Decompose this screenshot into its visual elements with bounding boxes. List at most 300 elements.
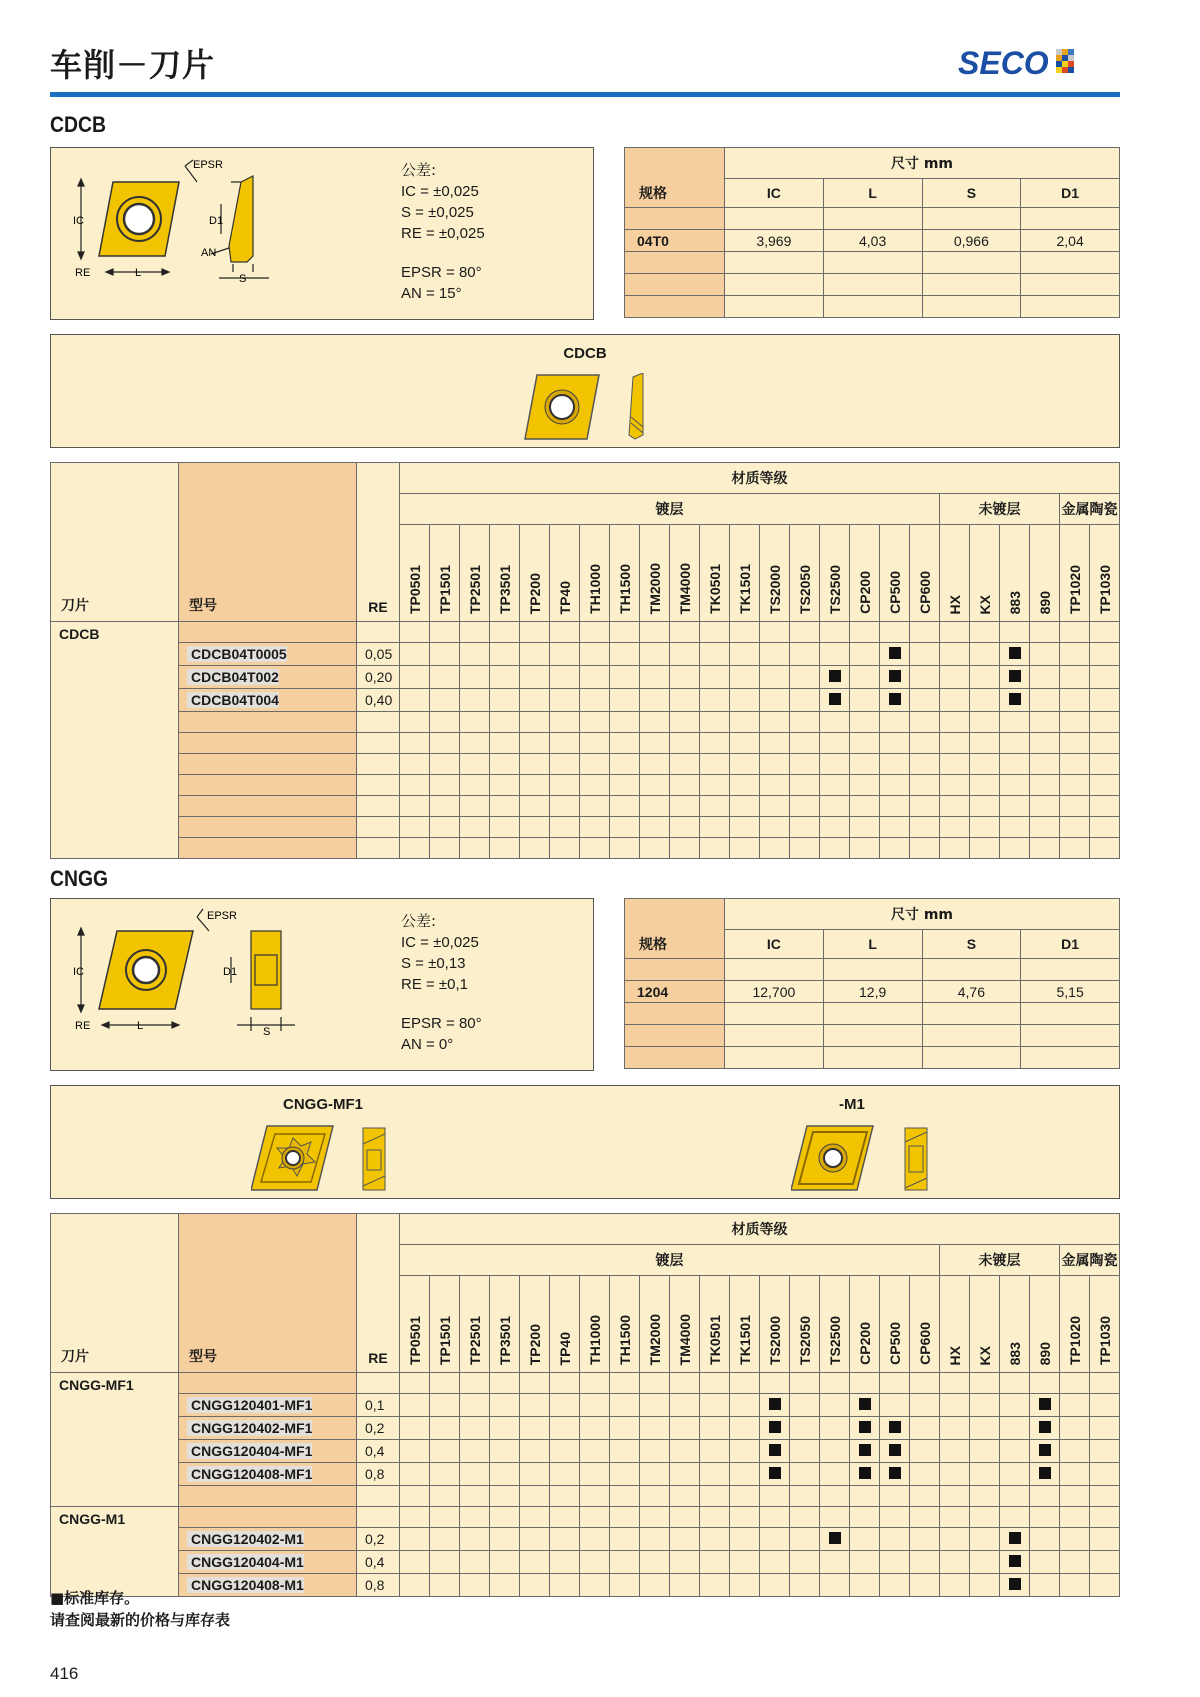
grade-cell: [400, 1440, 430, 1463]
angle-line: EPSR = 80°: [401, 264, 482, 281]
grade-cell: [400, 1394, 430, 1417]
grade-col-header: TS2000: [760, 1276, 790, 1373]
grade-col-header: TP40: [550, 525, 580, 622]
grade-col-header: TK1501: [730, 1276, 760, 1373]
grade-cell: [490, 643, 520, 666]
grade-col-header: TS2500: [820, 525, 850, 622]
grade-cell: [910, 1574, 940, 1597]
dims-col-l: L: [823, 179, 922, 208]
grade-cell: [1030, 1551, 1060, 1574]
grade-cell: [850, 643, 880, 666]
grade-cell: [670, 1528, 700, 1551]
dims-value: 5,15: [1021, 981, 1120, 1003]
re-value: 0,8: [357, 1463, 400, 1486]
grade-cell: [700, 1574, 730, 1597]
grade-cell: [490, 1551, 520, 1574]
image-caption: CNGG-MF1: [283, 1096, 363, 1113]
image-caption: CDCB: [563, 345, 607, 362]
grade-cell: [400, 1551, 430, 1574]
label-d1: D1: [209, 215, 224, 227]
grade-cell: [520, 1463, 550, 1486]
stock-mark-icon: [889, 1421, 901, 1433]
grade-cell: [520, 1551, 550, 1574]
grade-cell: [610, 1551, 640, 1574]
model-code: CNGG120408-M1: [187, 1577, 304, 1593]
grade-cell: [490, 1463, 520, 1486]
grade-col-header: CP200: [850, 525, 880, 622]
grade-col-header: TK0501: [700, 1276, 730, 1373]
grade-cell: [1090, 1463, 1120, 1486]
grade-cell: [1000, 1528, 1030, 1551]
grade-cell: [1030, 689, 1060, 712]
label-l: L: [137, 1020, 144, 1032]
grade-cell: [940, 1574, 970, 1597]
grade-cell: [490, 666, 520, 689]
cngg-spec-panel: [50, 898, 594, 1071]
dims-col-s: S: [922, 930, 1021, 959]
page-title: 车削－刀片: [50, 46, 216, 84]
grade-cell: [640, 1417, 670, 1440]
grade-cell: [880, 1463, 910, 1486]
grade-col-header: TP0501: [400, 525, 430, 622]
grade-cell: [970, 1417, 1000, 1440]
grade-cell: [760, 1394, 790, 1417]
grade-cell: [820, 1394, 850, 1417]
grade-col-header: TP2501: [460, 525, 490, 622]
grade-cell: [640, 1528, 670, 1551]
grade-cell: [400, 666, 430, 689]
stock-mark-icon: [1039, 1398, 1051, 1410]
col-header-insert: 刀片: [51, 1214, 179, 1373]
grade-cell: [730, 1551, 760, 1574]
grade-cell: [1030, 643, 1060, 666]
grade-cell: [580, 643, 610, 666]
model-cell: [179, 1574, 357, 1597]
grade-cell: [550, 689, 580, 712]
grade-cell: [1030, 1528, 1060, 1551]
grade-cell: [430, 689, 460, 712]
grade-cell: [700, 666, 730, 689]
stock-mark-icon: [1039, 1467, 1051, 1479]
cngg-image-panel: [50, 1085, 1120, 1199]
re-value: 0,8: [357, 1574, 400, 1597]
stock-mark-icon: [829, 670, 841, 682]
grade-col-header: 890: [1030, 1276, 1060, 1373]
grade-cell: [610, 643, 640, 666]
grade-col-header: TM4000: [670, 1276, 700, 1373]
grade-cell: [880, 689, 910, 712]
model-cell: [179, 1528, 357, 1551]
grade-cell: [790, 1551, 820, 1574]
material-header: 材质等级: [400, 463, 1120, 494]
cdcb-grades-table-wrap: [50, 462, 1120, 859]
grade-cell: [730, 643, 760, 666]
model-code: CNGG120404-M1: [187, 1554, 304, 1570]
grade-cell: [820, 1574, 850, 1597]
grade-cell: [430, 666, 460, 689]
grade-cell: [850, 1417, 880, 1440]
grade-cell: [1000, 689, 1030, 712]
angle-line: AN = 0°: [401, 1036, 454, 1053]
grade-cell: [670, 1551, 700, 1574]
grade-cell: [460, 643, 490, 666]
tolerance-line: S = ±0,13: [401, 955, 466, 972]
grade-cell: [550, 643, 580, 666]
stock-mark-icon: [1009, 1532, 1021, 1544]
cngg-grades-table: [50, 1213, 1120, 1597]
grade-cell: [790, 643, 820, 666]
stock-mark-icon: [1039, 1421, 1051, 1433]
grade-cell: [1030, 1394, 1060, 1417]
page-number: 416: [50, 1664, 79, 1683]
label-ic: IC: [73, 215, 84, 227]
model-code: CNGG120408-MF1: [187, 1466, 312, 1482]
grade-cell: [760, 1417, 790, 1440]
grade-cell: [1000, 1463, 1030, 1486]
grade-cell: [460, 666, 490, 689]
grade-cell: [880, 1528, 910, 1551]
grade-cell: [610, 1574, 640, 1597]
cngg-m1-insert-photo-icon: [791, 1124, 931, 1194]
grade-cell: [460, 1574, 490, 1597]
stock-mark-icon: [769, 1398, 781, 1410]
stock-mark-icon: [859, 1444, 871, 1456]
grade-cell: [880, 666, 910, 689]
dims-col-ic: IC: [725, 179, 824, 208]
re-value: 0,4: [357, 1440, 400, 1463]
grade-cell: [520, 1417, 550, 1440]
cngg-insert-diagram-icon: [61, 905, 331, 1060]
model-code: CDCB04T004: [187, 692, 279, 708]
grade-cell: [850, 1440, 880, 1463]
grade-col-header: TP1020: [1060, 1276, 1090, 1373]
grade-cell: [850, 1528, 880, 1551]
stock-mark-icon: [1009, 670, 1021, 682]
label-epsr: EPSR: [207, 910, 237, 922]
stock-mark-icon: [769, 1421, 781, 1433]
dims-value: 4,76: [922, 981, 1021, 1003]
grade-col-header: TP1501: [430, 1276, 460, 1373]
grade-cell: [1060, 689, 1090, 712]
col-header-model: 型号: [179, 463, 357, 622]
dims-spec: 04T0: [625, 230, 725, 252]
grade-cell: [550, 1551, 580, 1574]
grade-cell: [760, 1440, 790, 1463]
cdcb-image-panel: [50, 334, 1120, 448]
grade-col-header: 883: [1000, 525, 1030, 622]
dims-col-d1: D1: [1021, 179, 1120, 208]
grade-cell: [670, 1574, 700, 1597]
grade-cell: [1090, 1394, 1120, 1417]
grade-cell: [430, 643, 460, 666]
grade-cell: [790, 1463, 820, 1486]
stock-mark-icon: [829, 1532, 841, 1544]
grade-cell: [400, 1528, 430, 1551]
col-header-re: RE: [357, 463, 400, 622]
grade-cell: [520, 1394, 550, 1417]
grade-cell: [970, 1528, 1000, 1551]
coated-header: 镀层: [400, 494, 940, 525]
cngg-tolerance: [401, 911, 482, 1055]
grade-col-header: TM2000: [640, 525, 670, 622]
grade-cell: [700, 1528, 730, 1551]
grade-cell: [730, 1394, 760, 1417]
model-cell: [179, 1394, 357, 1417]
grade-cell: [670, 1440, 700, 1463]
dims-value: 4,03: [823, 230, 922, 252]
grade-col-header: TP3501: [490, 1276, 520, 1373]
dims-value: 3,969: [725, 230, 824, 252]
insert-group-name: CNGG-M1: [51, 1507, 179, 1597]
dims-value: 12,9: [823, 981, 922, 1003]
model-code: CNGG120402-MF1: [187, 1420, 312, 1436]
stock-mark-icon: [1009, 693, 1021, 705]
grade-cell: [1060, 1574, 1090, 1597]
grade-cell: [880, 1551, 910, 1574]
grade-col-header: 883: [1000, 1276, 1030, 1373]
dims-value: 2,04: [1021, 230, 1120, 252]
grade-cell: [430, 1528, 460, 1551]
grade-cell: [850, 1551, 880, 1574]
grade-cell: [550, 1417, 580, 1440]
grade-cell: [910, 1394, 940, 1417]
grade-col-header: TK0501: [700, 525, 730, 622]
re-value: 0,1: [357, 1394, 400, 1417]
grade-cell: [610, 1440, 640, 1463]
grade-cell: [820, 666, 850, 689]
grade-cell: [730, 666, 760, 689]
grade-col-header: TP1030: [1090, 525, 1120, 622]
grade-col-header: HX: [940, 525, 970, 622]
grade-cell: [460, 1394, 490, 1417]
coated-header: 镀层: [400, 1245, 940, 1276]
grade-cell: [490, 1394, 520, 1417]
grade-cell: [400, 643, 430, 666]
grade-cell: [670, 689, 700, 712]
re-value: 0,2: [357, 1417, 400, 1440]
grade-cell: [460, 1417, 490, 1440]
grade-cell: [760, 666, 790, 689]
header-rule: [50, 92, 1120, 97]
grade-cell: [910, 1528, 940, 1551]
model-cell: [179, 1440, 357, 1463]
stock-mark-icon: [859, 1421, 871, 1433]
grade-cell: [910, 1463, 940, 1486]
grade-cell: [610, 1417, 640, 1440]
angle-line: AN = 15°: [401, 285, 462, 302]
stock-mark-icon: [889, 670, 901, 682]
grade-cell: [490, 1417, 520, 1440]
grade-cell: [550, 1528, 580, 1551]
label-s: S: [263, 1026, 271, 1038]
grade-cell: [850, 689, 880, 712]
seco-logo: [958, 45, 1076, 79]
grade-cell: [490, 1440, 520, 1463]
grade-col-header: KX: [970, 525, 1000, 622]
image-caption: -M1: [839, 1096, 865, 1113]
grade-cell: [820, 1551, 850, 1574]
uncoated-header: 未镀层: [940, 1245, 1060, 1276]
grade-cell: [700, 643, 730, 666]
grade-cell: [1060, 1394, 1090, 1417]
grade-cell: [910, 1551, 940, 1574]
grade-col-header: CP500: [880, 1276, 910, 1373]
grade-cell: [790, 666, 820, 689]
stock-mark-icon: [829, 693, 841, 705]
label-re: RE: [75, 267, 91, 279]
grade-cell: [1000, 1574, 1030, 1597]
grade-cell: [1030, 1463, 1060, 1486]
cdcb-insert-diagram-icon: [61, 154, 331, 309]
label-s: S: [239, 273, 247, 285]
grade-cell: [670, 666, 700, 689]
model-code: CNGG120401-MF1: [187, 1397, 312, 1413]
cngg-grades-table-wrap: [50, 1213, 1120, 1597]
grade-cell: [700, 1551, 730, 1574]
grade-cell: [1090, 1528, 1120, 1551]
model-code: CDCB04T0005: [187, 646, 287, 662]
grade-cell: [730, 1463, 760, 1486]
grade-cell: [790, 1528, 820, 1551]
grade-cell: [580, 1394, 610, 1417]
grade-cell: [940, 666, 970, 689]
grade-cell: [940, 1417, 970, 1440]
tolerance-line: IC = ±0,025: [401, 183, 479, 200]
grade-cell: [580, 1574, 610, 1597]
grade-cell: [1000, 643, 1030, 666]
grade-col-header: TP200: [520, 1276, 550, 1373]
grade-cell: [970, 643, 1000, 666]
dims-spec-label: 规格: [625, 899, 725, 959]
grade-col-header: TS2000: [760, 525, 790, 622]
grade-cell: [1060, 1440, 1090, 1463]
brand-name: SECO: [958, 45, 1049, 81]
grade-cell: [970, 1394, 1000, 1417]
stock-mark-icon: [1039, 1444, 1051, 1456]
grade-cell: [580, 1440, 610, 1463]
grade-cell: [670, 1463, 700, 1486]
grade-cell: [760, 1528, 790, 1551]
grade-cell: [820, 1440, 850, 1463]
grade-cell: [610, 666, 640, 689]
re-value: 0,05: [357, 643, 400, 666]
grade-cell: [430, 1440, 460, 1463]
dims-col-d1: D1: [1021, 930, 1120, 959]
model-cell: [179, 666, 357, 689]
grade-cell: [460, 1551, 490, 1574]
grade-cell: [400, 1574, 430, 1597]
insert-group-name: CDCB: [51, 622, 179, 859]
grade-cell: [640, 1440, 670, 1463]
grade-cell: [1030, 1574, 1060, 1597]
grade-cell: [610, 1463, 640, 1486]
grade-cell: [760, 1463, 790, 1486]
stock-mark-icon: [889, 1444, 901, 1456]
col-header-insert: 刀片: [51, 463, 179, 622]
grade-col-header: TP40: [550, 1276, 580, 1373]
grade-cell: [550, 1394, 580, 1417]
grade-cell: [940, 689, 970, 712]
stock-mark-icon: [889, 1467, 901, 1479]
grade-cell: [430, 1574, 460, 1597]
grade-cell: [640, 666, 670, 689]
grade-cell: [940, 1394, 970, 1417]
grade-cell: [430, 1551, 460, 1574]
grade-cell: [970, 1551, 1000, 1574]
dims-col-s: S: [922, 179, 1021, 208]
grade-cell: [1090, 1440, 1120, 1463]
grade-col-header: TP1030: [1090, 1276, 1120, 1373]
grade-cell: [640, 1551, 670, 1574]
stock-mark-icon: [1009, 1578, 1021, 1590]
grade-cell: [640, 689, 670, 712]
grade-cell: [490, 1574, 520, 1597]
dims-title: 尺寸 mm: [725, 899, 1120, 930]
grade-cell: [760, 689, 790, 712]
dims-title: 尺寸 mm: [725, 148, 1120, 179]
dims-col-ic: IC: [725, 930, 824, 959]
grade-cell: [1090, 1551, 1120, 1574]
grade-cell: [400, 1417, 430, 1440]
grade-cell: [580, 666, 610, 689]
grade-cell: [580, 1551, 610, 1574]
grade-cell: [550, 1574, 580, 1597]
grade-cell: [760, 643, 790, 666]
grade-cell: [730, 1528, 760, 1551]
grade-cell: [1000, 1417, 1030, 1440]
grade-cell: [760, 1551, 790, 1574]
grade-cell: [880, 643, 910, 666]
grade-cell: [640, 643, 670, 666]
grade-col-header: TP1501: [430, 525, 460, 622]
tolerance-line: RE = ±0,025: [401, 225, 485, 242]
grade-cell: [850, 666, 880, 689]
grade-cell: [910, 643, 940, 666]
grade-cell: [610, 689, 640, 712]
grade-col-header: TP0501: [400, 1276, 430, 1373]
grade-cell: [910, 689, 940, 712]
grade-cell: [940, 1528, 970, 1551]
stock-mark-icon: [769, 1444, 781, 1456]
grade-cell: [730, 1574, 760, 1597]
price-note: 请查阅最新的价格与库存表: [50, 1611, 231, 1629]
label-an: AN: [201, 247, 217, 259]
grade-cell: [520, 1528, 550, 1551]
cermet-header: 金属陶瓷: [1060, 494, 1120, 525]
stock-note: ■标准库存。: [50, 1589, 140, 1607]
grade-cell: [940, 1551, 970, 1574]
grade-cell: [790, 1574, 820, 1597]
grade-cell: [580, 1463, 610, 1486]
grade-cell: [1090, 1574, 1120, 1597]
grade-cell: [820, 1528, 850, 1551]
cdcb-tolerance: [401, 160, 485, 304]
col-header-model: 型号: [179, 1214, 357, 1373]
grade-cell: [1060, 1463, 1090, 1486]
section-title-cngg: CNGG: [50, 866, 109, 891]
dims-spec: 1204: [625, 981, 725, 1003]
dims-value: 0,966: [922, 230, 1021, 252]
tolerance-line: IC = ±0,025: [401, 934, 479, 951]
grade-cell: [1060, 666, 1090, 689]
grade-cell: [400, 1463, 430, 1486]
grade-col-header: KX: [970, 1276, 1000, 1373]
cermet-header: 金属陶瓷: [1060, 1245, 1120, 1276]
model-code: CDCB04T002: [187, 669, 279, 685]
grade-cell: [1000, 666, 1030, 689]
grade-cell: [760, 1574, 790, 1597]
grade-cell: [940, 1463, 970, 1486]
